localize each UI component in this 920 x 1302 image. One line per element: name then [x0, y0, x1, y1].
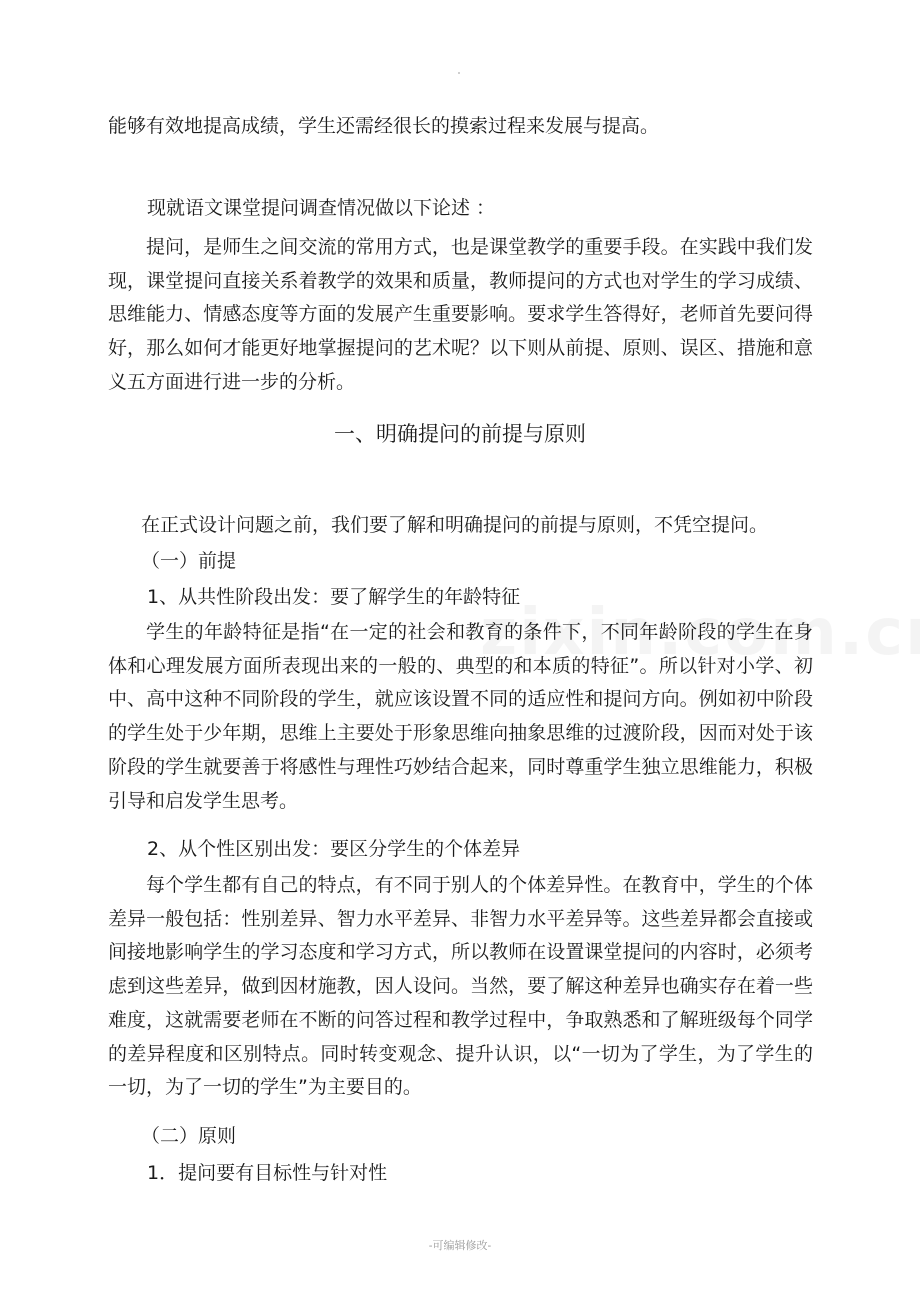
footer-note: -可编辑修改-: [428, 1239, 492, 1252]
paragraph-intro: 提问，是师生之间交流的常用方式，也是课堂教学的重要手段。在实践中我们发现，课堂提问直接关系着教学的效果和质量，教师提问的方式也对学生的学习成绩、思维能力、情感态度等方面的发展产生重要影响。要求学生答得好，老师首先要问得好，那么如何才能更好地掌握提问的艺术呢？以下则从前提、原则、误区、措施和意义五方面进行进一步的分析。: [108, 236, 813, 393]
survey-line: 现就语文课堂提问调查情况做以下论述 ：: [147, 197, 496, 219]
page-mark: [458, 72, 460, 74]
paragraph-section-intro: 在正式设计问题之前，我们要了解和明确提问的前提与原则，不凭空提问。: [141, 514, 769, 536]
sub-heading-principle: （二）原则: [141, 1125, 237, 1147]
item-1-title: 1、从共性阶段出发：要了解学生的年龄特征: [147, 586, 521, 608]
item-3-title: 1．提问要有目标性与针对性: [147, 1162, 388, 1184]
item-2-title: 2、从个性区别出发：要区分学生的个体差异: [147, 838, 521, 860]
section-heading: 一、明确提问的前提与原则: [334, 422, 586, 446]
intro-line: 能够有效地提高成绩，学生还需经很长的摸索过程来发展与提高。: [108, 115, 660, 137]
paragraph-item-1: 学生的年龄特征是指“在一定的社会和教育的条件下，不同年龄阶段的学生在身体和心理发展方面所表现出来的一般的、典型的和本质的特征”。所以针对小学、初中、高中这种不同阶段的学生，就应该设置不同的适应性和提问方向。例如初中阶段的学生处于少年期，思维上主要处于形象思维向抽象思维的过渡阶段，因而对处于该阶段的学生就要善于将感性与理性巧妙结合起来，同时尊重学生独立思维能力，积极引导和启发学生思考。: [108, 621, 813, 812]
paragraph-item-2: 每个学生都有自己的特点，有不同于别人的个体差异性。在教育中，学生的个体差异一般包括：性别差异、智力水平差异、非智力水平差异等。这些差异都会直接或间接地影响学生的学习态度和学习方式，所以教师在设置课堂提问的内容时，必须考虑到这些差异，做到因材施教，因人设问。当然，要了解这种差异也确实存在着一些难度，这就需要老师在不断的问答过程和教学过程中，争取熟悉和了解班级每个同学的差异程度和区别特点。同时转变观念、提升认识，以“一切为了学生，为了学生的一切，为了一切的学生”为主要目的。: [108, 874, 813, 1099]
sub-heading-premise: （一）前提: [141, 550, 237, 572]
